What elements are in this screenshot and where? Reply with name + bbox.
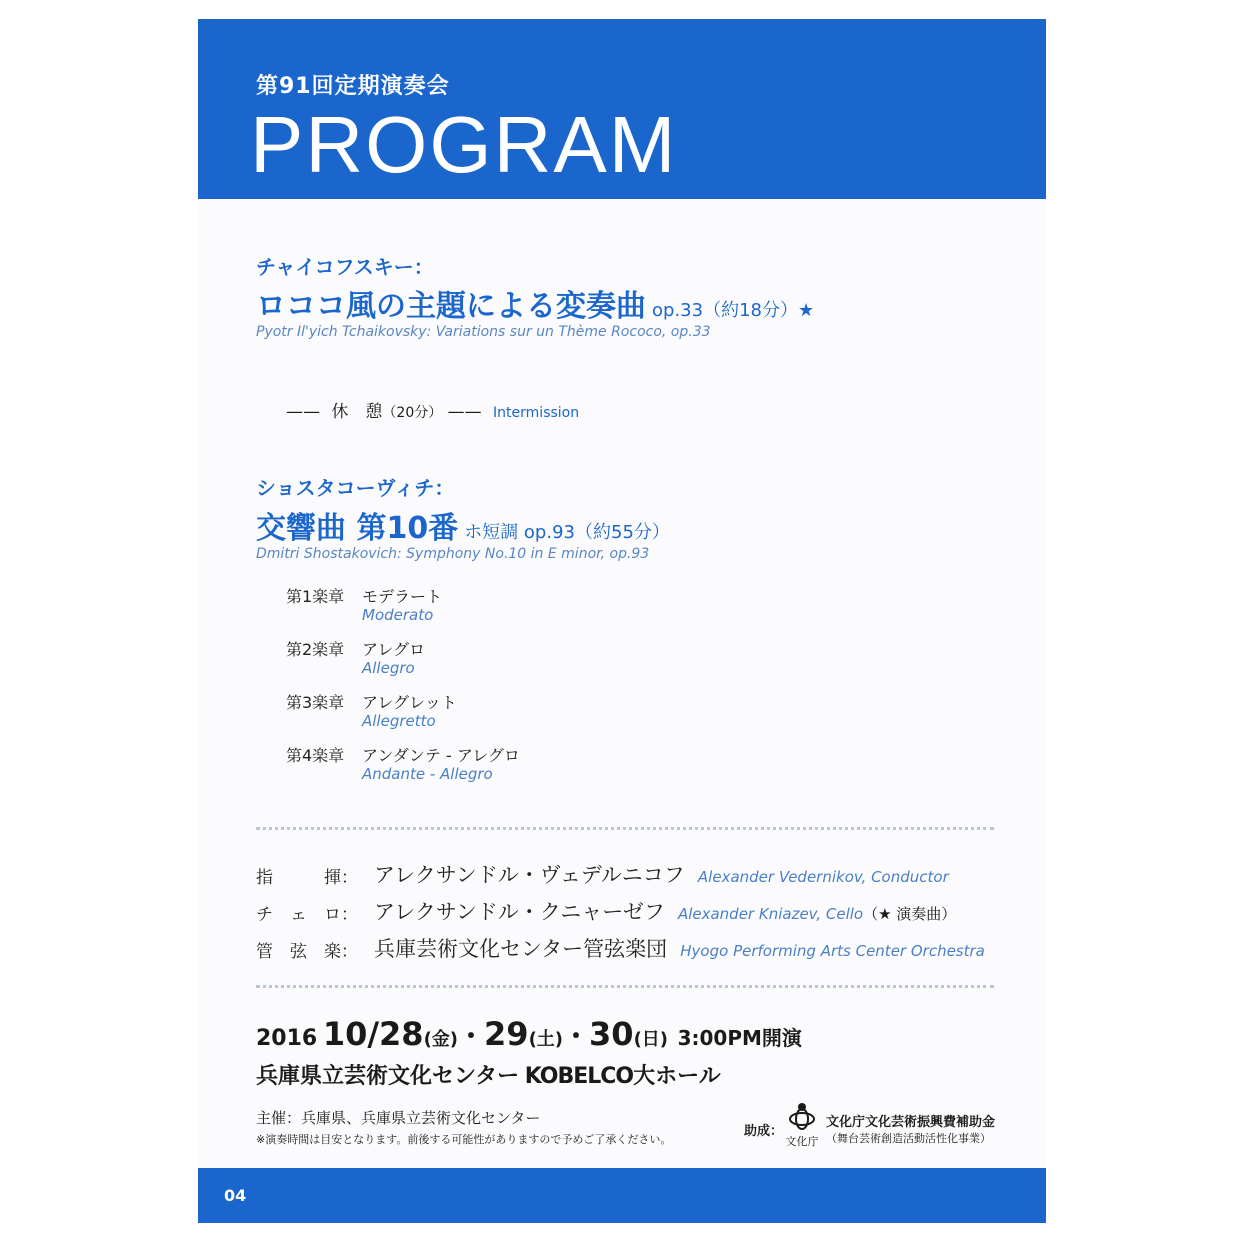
piece-2-meta: ホ短調 op.93（約55分）: [464, 522, 670, 543]
support-label: 助成：: [744, 1124, 784, 1139]
timing-note: ※演奏時間は目安となります。前後する可能性がありますので予めご了承ください。: [256, 1133, 672, 1146]
performer-2-english: Alexander Kniazev, Cello: [677, 905, 864, 923]
venue-line: [256, 1059, 721, 1090]
schedule-date-1: 10/28: [322, 1015, 424, 1053]
performer-2-line: [374, 896, 956, 926]
movement-3-name: アレグレット: [362, 693, 457, 712]
performer-1-english: Alexander Vedernikov, Conductor: [697, 868, 949, 886]
schedule-date-2: 29: [484, 1015, 529, 1053]
page-footer: [198, 1168, 1046, 1223]
agency-emblem-icon: [787, 1101, 817, 1131]
concert-title: 第91回定期演奏会: [256, 74, 450, 99]
piece-2-composer: ショスタコーヴィチ：: [256, 476, 455, 500]
support-line-2: （舞台芸術創造活動活性化事業）: [826, 1132, 991, 1145]
support-line-1: 文化庁文化芸術振興費補助金: [826, 1115, 996, 1130]
performer-1-line: [374, 859, 949, 889]
program-header: [198, 19, 1046, 199]
intermission-duration: （20分）: [382, 405, 443, 421]
venue-name: 兵庫県立芸術文化センター: [256, 1064, 520, 1089]
performer-3-line: [374, 933, 985, 963]
page-number: 04: [224, 1186, 247, 1205]
organizer: 主催：兵庫県、兵庫県立芸術文化センター: [256, 1109, 541, 1127]
venue-hall: 大ホール: [633, 1064, 721, 1089]
movement-1-english: Moderato: [362, 606, 434, 624]
intermission-english: Intermission: [493, 405, 580, 421]
performer-2-extra: （★ 演奏曲）: [863, 905, 957, 923]
performer-2-role: チ ェ ロ：: [256, 905, 358, 925]
intermission-line: [286, 397, 579, 422]
piece-1-meta: op.33（約18分）★: [652, 300, 815, 321]
intermission-label: 休 憩: [331, 402, 383, 422]
intermission-dash-right: ——: [447, 402, 482, 422]
movement-3-english: Allegretto: [362, 712, 436, 730]
venue-brand: KOBELCO: [524, 1064, 634, 1089]
schedule-date-line: [256, 1015, 802, 1053]
movement-1-name: モデラート: [362, 587, 443, 606]
performer-3-role: 管 弦 楽：: [256, 942, 358, 962]
performer-3-name: 兵庫芸術文化センター管弦楽団: [374, 937, 668, 961]
piece-1-title: ロココ風の主題による変奏曲: [256, 289, 646, 324]
movement-4-number: 第4楽章: [286, 746, 345, 765]
intermission-dash-left: ——: [286, 402, 320, 422]
movement-4-name: アンダンテ - アレグロ: [362, 746, 520, 765]
schedule-date-3: 30: [589, 1015, 634, 1053]
schedule-year: 2016: [256, 1026, 318, 1051]
movement-4-english: Andante - Allegro: [362, 765, 493, 783]
movement-2-name: アレグロ: [362, 640, 426, 659]
schedule-day-1: (金): [423, 1029, 459, 1050]
movement-2-english: Allegro: [362, 659, 415, 677]
piece-2-title: 交響曲 第10番: [256, 511, 459, 546]
schedule-time: 3:00PM開演: [677, 1026, 802, 1050]
agency-logo-text: 文化庁: [785, 1135, 819, 1148]
schedule-separator-1: ・: [458, 1022, 485, 1052]
performer-1-name: アレクサンドル・ヴェデルニコフ: [374, 863, 685, 887]
movement-1-number: 第1楽章: [286, 587, 345, 606]
piece-1-heading: [256, 281, 814, 325]
performer-3-english: Hyogo Performing Arts Center Orchestra: [680, 942, 985, 960]
program-page: [198, 19, 1046, 1223]
schedule-day-2: (土): [528, 1029, 564, 1050]
piece-1-english: Pyotr Il'yich Tchaikovsky: Variations sur un Thème Rococo, op.33: [256, 324, 711, 340]
performer-1-role: 指 揮：: [256, 868, 358, 888]
piece-2-english: Dmitri Shostakovich: Symphony No.10 in E minor, op.93: [256, 546, 650, 562]
piece-1-composer: チャイコフスキー：: [256, 255, 434, 279]
schedule-separator-2: ・: [563, 1022, 590, 1052]
program-title: PROGRAM: [250, 100, 678, 189]
piece-2-heading: [256, 503, 670, 547]
divider-top: [256, 827, 994, 830]
movement-3-number: 第3楽章: [286, 693, 345, 712]
performer-2-name: アレクサンドル・クニャーゼフ: [374, 900, 665, 924]
divider-bottom: [256, 985, 994, 988]
agency-logo: [780, 1101, 824, 1149]
movement-2-number: 第2楽章: [286, 640, 345, 659]
schedule-day-3: (日): [633, 1029, 669, 1050]
